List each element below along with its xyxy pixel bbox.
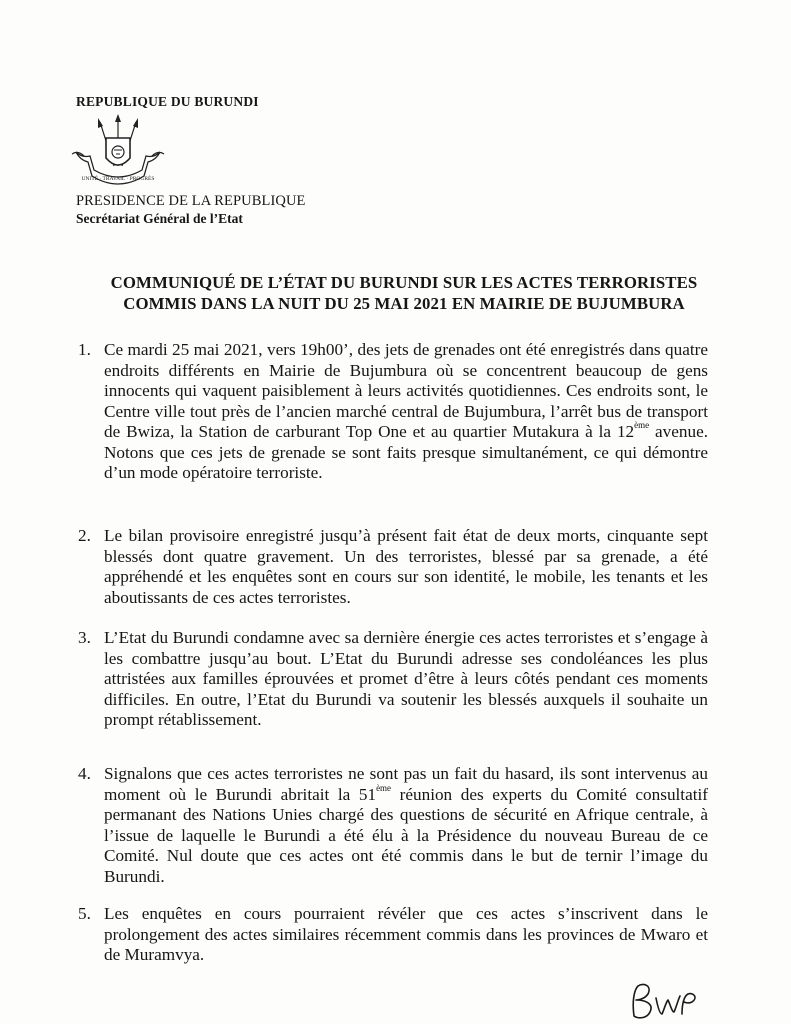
paragraph-1 <box>78 340 709 484</box>
paragraph-number: 3. <box>78 628 91 647</box>
paragraph-text: Signalons que ces actes terroristes ne sont pas un fait du hasard, ils sont intervenus au moment où le Burundi abritait la 51 <box>104 764 708 804</box>
seal-motto: UNITÉ · TRAVAIL · PROGRÈS <box>81 176 155 182</box>
paragraph-5 <box>78 904 708 966</box>
paragraph-4 <box>78 764 708 887</box>
paragraph-3 <box>78 628 708 731</box>
paragraph-text: Ce mardi 25 mai 2021, vers 19h00’, des jets de grenades ont été enregistrés dans quatre endroits différents en Mairie de Bujumbura où se concentrent beaucoup de gens innocents qui vaquent paisiblement à leurs activités quotidiennes. Ces endroits sont, le Centre ville tout près de l’ancien marché central de Bujumbura, l’arrêt bus de transport de Bwiza, la Station de carburant Top One et au quartier Mutakura à la 12 <box>104 340 708 441</box>
office-heading: PRESIDENCE DE LA REPUBLIQUE <box>76 193 306 209</box>
signature-mark <box>628 980 708 1022</box>
paragraph-text: réunion des experts du Comité consultatif permanant des Nations Unies chargé des questions de sécurité en Afrique centrale, à l’issue de laquelle le Burundi a été élu à la Présidence du nouveau Bureau de ce Comité. Nul doute que ces actes ont été commis dans le but de ternir l’image du Burundi. <box>104 784 708 886</box>
paragraph-number: 5. <box>78 904 91 923</box>
paragraph-text: avenue. Notons que ces jets de grenade se sont faits presque simultanément, ce qui démontre d’un mode opératoire terroriste. <box>104 422 709 482</box>
document-title <box>60 272 748 314</box>
paragraph-number: 4. <box>78 764 91 783</box>
department-heading: Secrétariat Général de l’Etat <box>76 211 243 226</box>
coat-of-arms-icon <box>70 114 166 198</box>
paragraph-number: 1. <box>78 340 91 359</box>
title-line-1: COMMUNIQUÉ DE L’ÉTAT DU BURUNDI SUR LES ACTES TERRORISTES <box>110 273 698 292</box>
title-line-2: COMMIS DANS LA NUIT DU 25 MAI 2021 EN MAIRIE DE BUJUMBURA <box>123 294 685 313</box>
paragraph-text: L’Etat du Burundi condamne avec sa dernière énergie ces actes terroristes et s’engage à les combattre jusqu’au bout. L’Etat du Burundi adresse ses condoléances les plus attristées aux familles éprouvées et promet d’être à leurs côtés pendant ces moments difficiles. En outre, l’Etat du Burundi va soutenir les blessés auxquels il souhaite un prompt rétablissement. <box>104 628 708 729</box>
superscript: ème <box>376 782 392 793</box>
paragraph-2 <box>78 526 708 608</box>
paragraph-number: 2. <box>78 526 91 545</box>
superscript: ème <box>634 420 650 431</box>
paragraph-text: Le bilan provisoire enregistré jusqu’à présent fait état de deux morts, cinquante sept blessés dont quatre gravement. Un des terroristes, blessé par sa grenade, a été appréhendé et les enquêtes sont en cours sur son identité, le mobile, les tenants et les aboutissants de ces actes terroristes. <box>104 526 708 607</box>
country-heading: REPUBLIQUE DU BURUNDI <box>76 94 259 109</box>
paragraph-text: Les enquêtes en cours pourraient révéler que ces actes s’inscrivent dans le prolongement des actes similaires récemment commis dans les provinces de Mwaro et de Muramvya. <box>104 904 708 964</box>
